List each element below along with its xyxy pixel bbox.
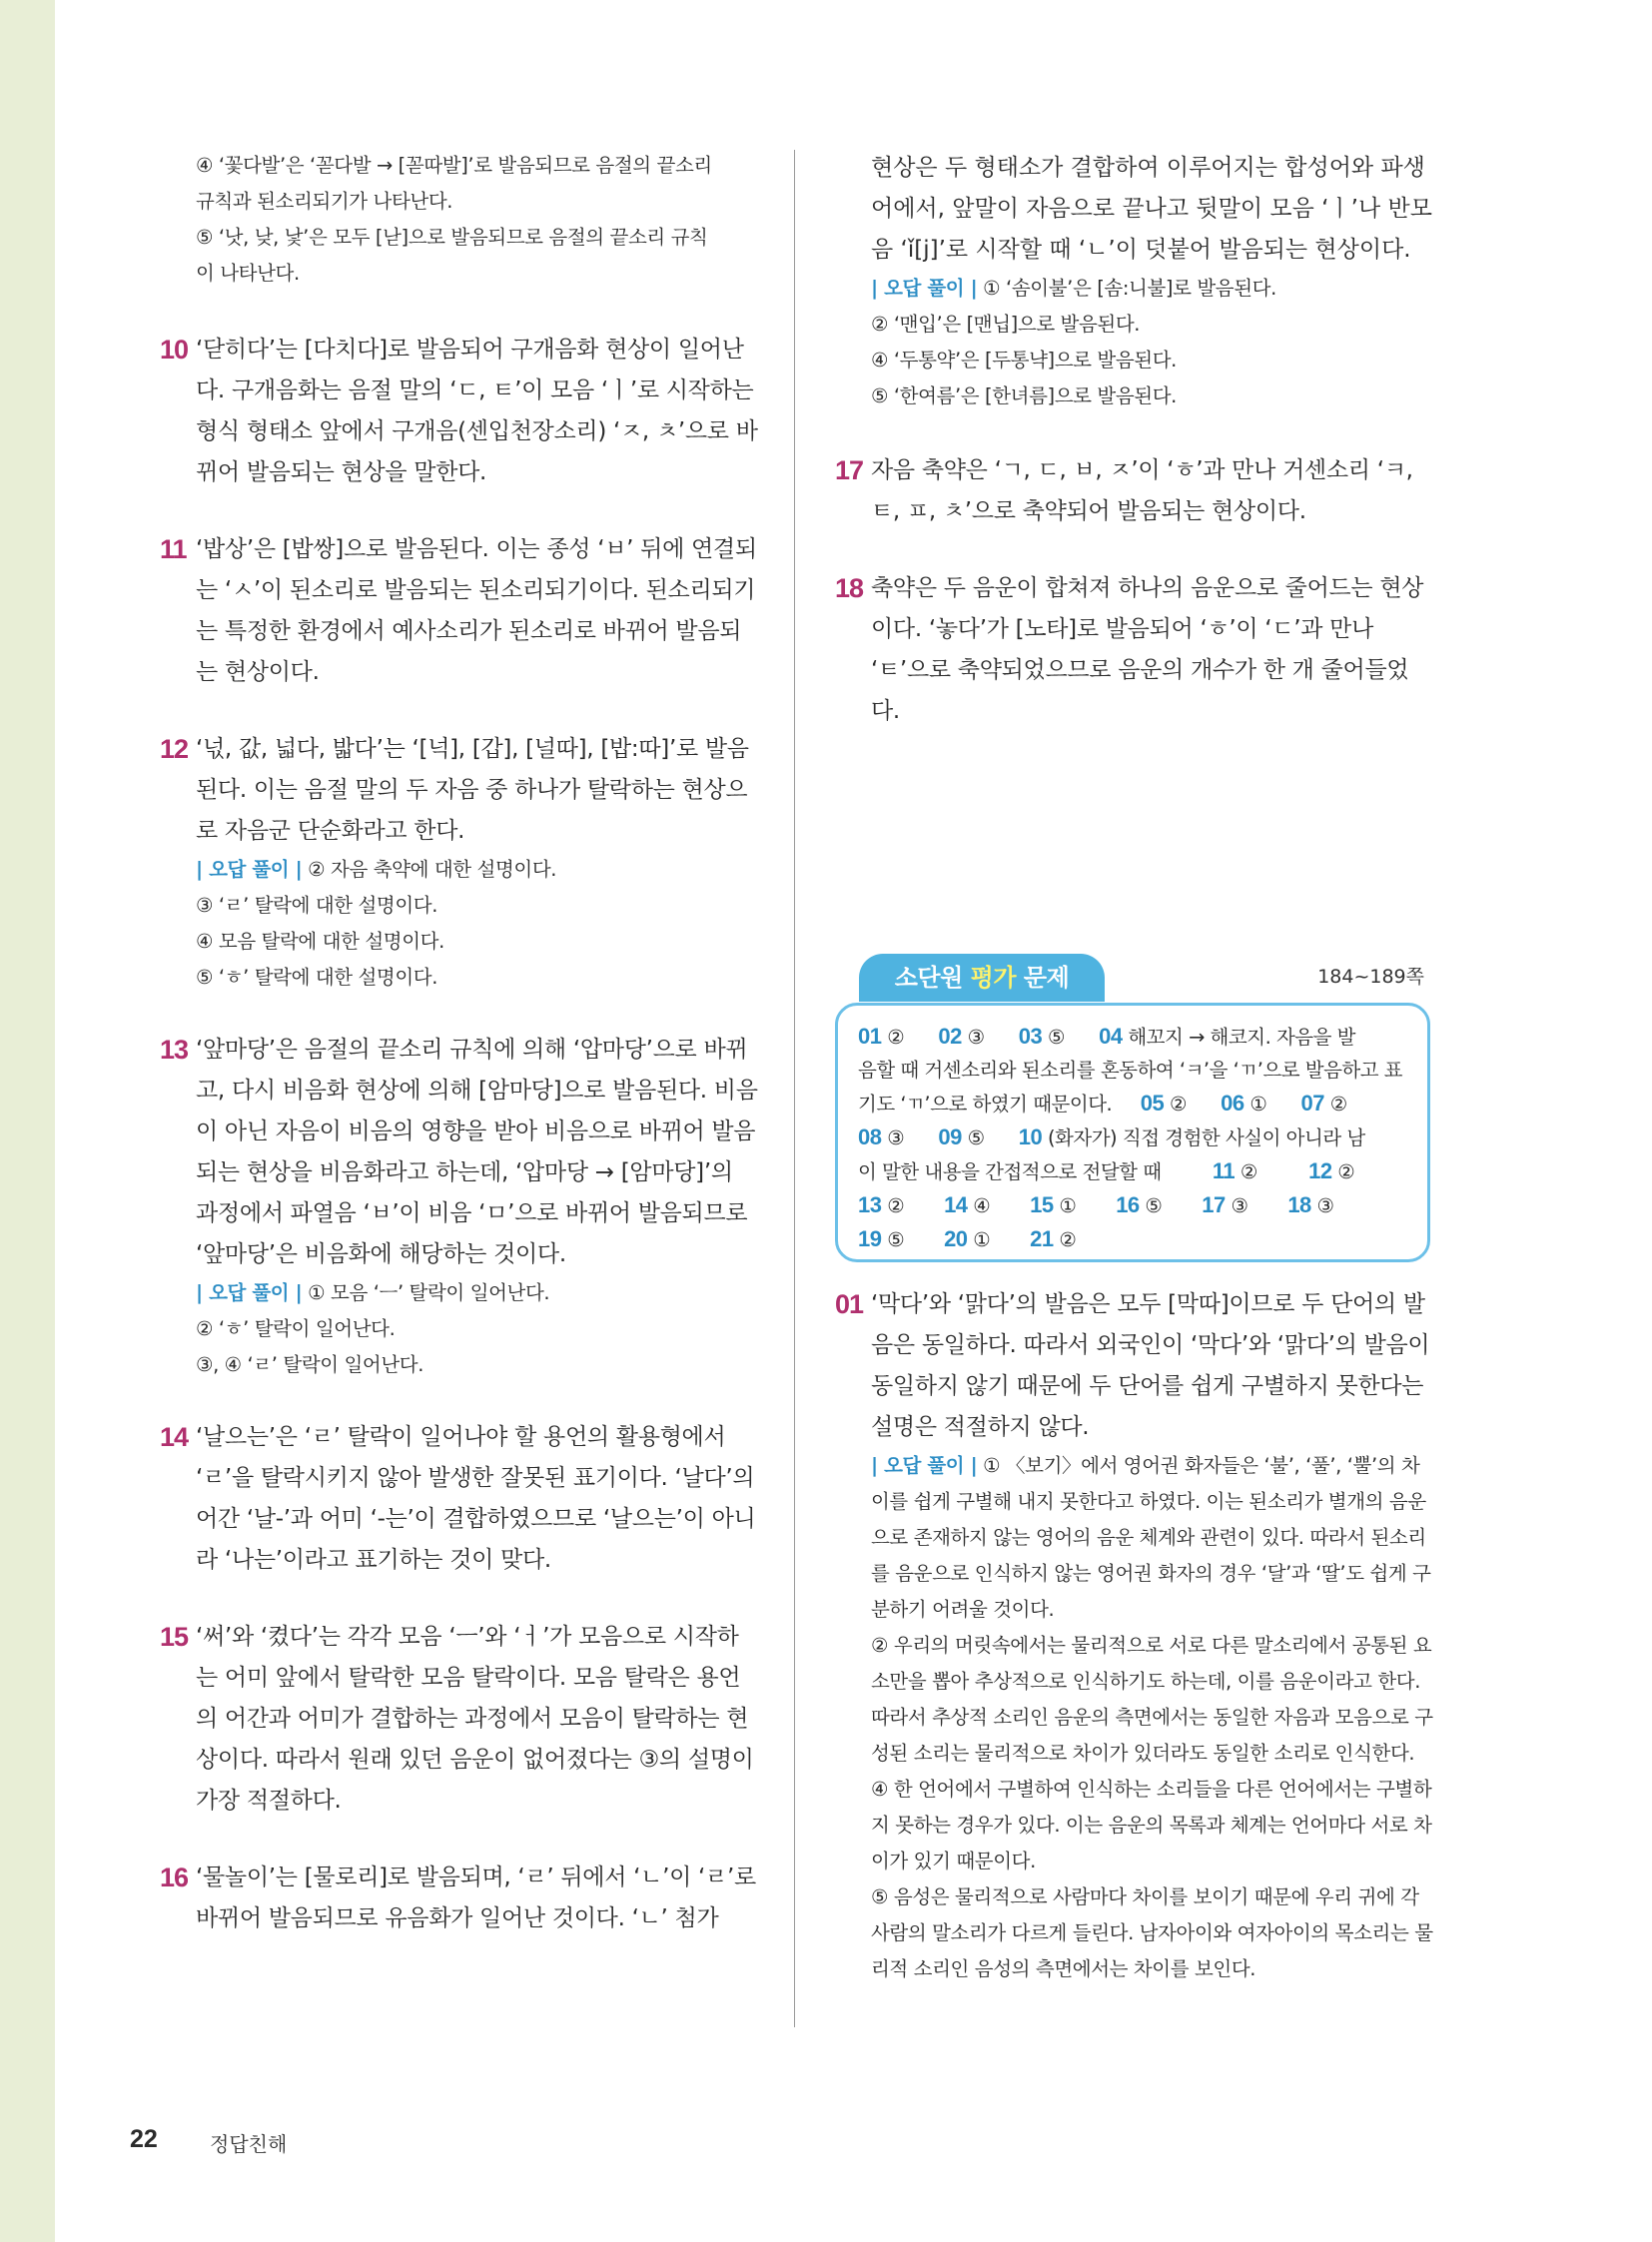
wrong-answer-notes (871, 271, 1434, 414)
column-divider (794, 150, 795, 2027)
unit-eval-tab (859, 954, 1105, 1002)
answer-val: ② (887, 1026, 905, 1049)
note-line: ① 〈보기〉에서 영어권 화자들은 ‘불’, ‘풀’, ‘뿔’의 차이를 쉽게 구별해 내지 못한다고 하였다. 이는 된소리가 별개의 음운으로 존재하지 않는 영어의 음운 체계와 관련이 있다. 따라서 된소리를 음운으로 인식하지 않는 영어권 화자의 경우 ‘달’과 ‘딸’도 쉽게 구분하기 어려울 것이다. (871, 1454, 1431, 1621)
answer-num: 02 (938, 1024, 962, 1049)
answer-item-14 (160, 1417, 759, 1581)
note-line: ④ ‘두통약’은 [두통냑]으로 발음된다. (871, 349, 1177, 372)
wrong-answer-notes (196, 852, 759, 996)
answer-val: ⑤ (887, 1228, 905, 1251)
note-line: ⑤ 음성은 물리적으로 사람마다 차이를 보이기 때문에 우리 귀에 각 사람의 말소리가 다르게 들린다. 남자아이와 여자아이의 목소리는 물리적 소리인 음성의 측면에서는 차이를 보인다. (871, 1885, 1433, 1980)
item-number: 17 (835, 455, 864, 485)
item-text: ‘앞마당’은 음절의 끝소리 규칙에 의해 ‘압마당’으로 바뀌고, 다시 비음화 현상에 의해 [암마당]으로 발음된다. 비음이 아닌 자음이 비음의 영향을 받아 비음으로 바뀌어 발음되는 현상을 비음화라고 하는데, ‘압마당 → [암마당]’의 과정에서 파열음 ‘ㅂ’이 비음 ‘ㅁ’으로 바뀌어 발음되므로 ‘앞마당’은 비음화에 해당하는 것이다. (196, 1037, 758, 1267)
item-number: 14 (160, 1422, 189, 1452)
page-number: 22 (130, 2125, 158, 2153)
answer-val: ⑤ (1047, 1026, 1065, 1049)
left-column (160, 148, 759, 1939)
answer-num: 01 (858, 1024, 882, 1049)
page-range: 184~189쪽 (1317, 966, 1424, 988)
answer-row (858, 1087, 1407, 1121)
answer-num: 10 (1018, 1124, 1043, 1149)
note-line: ① 모음 ‘ㅡ’ 탈락이 일어난다. (308, 1281, 550, 1304)
answer-num: 13 (858, 1192, 882, 1217)
note-line: ④ 모음 탈락에 대한 설명이다. (196, 930, 444, 953)
item-number: 16 (160, 1863, 189, 1892)
item-number: 10 (160, 335, 189, 365)
answer-val: ② (1169, 1093, 1187, 1116)
item-text: 축약은 두 음운이 합쳐져 하나의 음운으로 줄어드는 현상이다. ‘놓다’가 [노타]로 발음되어 ‘ㅎ’이 ‘ㄷ’과 만나 ‘ㅌ’으로 축약되었으므로 음운의 개수가 한 개 줄어들었다. (871, 575, 1424, 724)
answer-item-15 (160, 1617, 759, 1822)
unit-eval-title-end: 문제 (1016, 964, 1070, 992)
answer-num: 07 (1300, 1091, 1324, 1116)
answer-row: 음할 때 거센소리와 된소리를 혼동하여 ‘ㅋ’을 ‘ㄲ’으로 발음하고 표 (858, 1059, 1403, 1082)
right-column (835, 148, 1434, 732)
wrong-answer-tag: | 오답 풀이 | (196, 1281, 303, 1304)
answer-val: ③ (1231, 1194, 1248, 1217)
answer-row (858, 1121, 1407, 1154)
answer-val: ③ (887, 1126, 905, 1149)
answer-val: ⑤ (1145, 1194, 1163, 1217)
wrong-answer-notes (871, 1448, 1434, 1987)
note-line: ⑤ ‘ㅎ’ 탈락에 대한 설명이다. (196, 966, 438, 989)
item-text: ‘물놀이’는 [물로리]로 발음되며, ‘ㄹ’ 뒤에서 ‘ㄴ’이 ‘ㄹ’로 바뀌어 발음되므로 유음화가 일어난 것이다. ‘ㄴ’ 첨가 (196, 1865, 756, 1931)
answer-item-01 (835, 1284, 1434, 1987)
intro-line: 이 나타난다. (196, 262, 300, 285)
intro-block (160, 148, 759, 292)
answer-num: 14 (944, 1192, 968, 1217)
answer-num: 18 (1287, 1192, 1311, 1217)
answer-item-16 (160, 1858, 759, 1939)
note-line: ② ‘맨입’은 [맨닙]으로 발음된다. (871, 313, 1141, 336)
answer-num: 19 (858, 1226, 882, 1251)
item-text: ‘넋, 값, 넓다, 밟다’는 ‘[넉], [갑], [널따], [밥:따]’로 발음된다. 이는 음절 말의 두 자음 중 하나가 탈락하는 현상으로 자음군 단순화라고 한다. (196, 736, 749, 844)
answer-num: 06 (1221, 1091, 1244, 1116)
answer-num: 21 (1030, 1226, 1054, 1251)
footer-label: 정답친해 (210, 2132, 288, 2156)
answer-val: ② (1059, 1228, 1077, 1251)
item-number: 15 (160, 1622, 189, 1652)
answer-val: ⑤ (967, 1126, 985, 1149)
wrong-answer-tag: | 오답 풀이 | (196, 858, 303, 881)
note-line: ② 우리의 머릿속에서는 물리적으로 서로 다른 말소리에서 공통된 요소만을 뽑아 추상적으로 인식하기도 하는데, 이를 음운이라고 한다. 따라서 추상적 소리인 음운의 측면에서는 동일한 자음과 모음으로 구성된 소리는 물리적으로 차이가 있더라도 동일한 소리로 인식한다. (871, 1634, 1433, 1765)
unit-eval-title-highlight: 평가 (970, 964, 1017, 992)
item-text: ‘막다’와 ‘맑다’의 발음은 모두 [막따]이므로 두 단어의 발음은 동일하다. 따라서 외국인이 ‘막다’와 ‘맑다’의 발음이 동일하지 않기 때문에 두 단어를 쉽게 구별하지 못한다는 설명은 적절하지 않다. (871, 1291, 1430, 1440)
answer-val: ① (1249, 1093, 1267, 1116)
answer-val: (화자가) 직접 경험한 사실이 아니라 남 (1047, 1126, 1365, 1149)
answer-num: 03 (1018, 1024, 1043, 1049)
answer-num: 16 (1116, 1192, 1140, 1217)
item-number: 01 (835, 1289, 864, 1319)
answer-num: 05 (1140, 1091, 1165, 1116)
note-line: ④ 한 언어에서 구별하여 인식하는 소리들을 다른 언어에서는 구별하지 못하는 경우가 있다. 이는 음운의 목록과 체계는 언어마다 서로 차이가 있기 때문이다. (871, 1778, 1432, 1872)
wrong-answer-tag: | 오답 풀이 | (871, 277, 978, 300)
answer-val: ② (887, 1194, 905, 1217)
answer-item-11 (160, 529, 759, 693)
answer-num: 12 (1308, 1158, 1332, 1183)
answer-val: ② (1337, 1160, 1355, 1183)
answer-row (858, 1020, 1407, 1054)
answer-val: ① (1059, 1194, 1077, 1217)
item-text: 자음 축약은 ‘ㄱ, ㄷ, ㅂ, ㅈ’이 ‘ㅎ’과 만나 거센소리 ‘ㅋ, ㅌ, ㅍ, ㅊ’으로 축약되어 발음되는 현상이다. (871, 457, 1413, 524)
answer-row (858, 1154, 1407, 1188)
item-text: ‘밥상’은 [밥쌍]으로 발음된다. 이는 종성 ‘ㅂ’ 뒤에 연결되는 ‘ㅅ’이 된소리로 발음되는 된소리되기이다. 된소리되기는 특정한 환경에서 예사소리가 된소리로 바뀌어 발음되는 현상이다. (196, 536, 757, 685)
note-line: ⑤ ‘한여름’은 [한녀름]으로 발음된다. (871, 384, 1177, 407)
item-text: ‘써’와 ‘켰다’는 각각 모음 ‘ㅡ’와 ‘ㅓ’가 모음으로 시작하는 어미 앞에서 탈락한 모음 탈락이다. 모음 탈락은 용언의 어간과 어미가 결합하는 과정에서 모음이 탈락하는 현상이다. 따라서 원래 있던 음운이 없어졌다는 ③의 설명이 가장 적절하다. (196, 1624, 754, 1814)
answer-val: 이 말한 내용을 간접적으로 전달할 때 (858, 1160, 1162, 1183)
answer-num: 08 (858, 1124, 882, 1149)
wrong-answer-notes (196, 1275, 759, 1383)
item-text: ‘닫히다’는 [다치다]로 발음되어 구개음화 현상이 일어난다. 구개음화는 음절 말의 ‘ㄷ, ㅌ’이 모음 ‘ㅣ’로 시작하는 형식 형태소 앞에서 구개음(센입천장소리) ‘ㅈ, ㅊ’으로 바뀌어 발음되는 현상을 말한다. (196, 337, 758, 485)
note-line: ① ‘솜이불’은 [솜:니불]로 발음된다. (983, 277, 1276, 300)
wrong-answer-tag: | 오답 풀이 | (871, 1454, 978, 1477)
note-line: ② ‘ㅎ’ 탈락이 일어난다. (196, 1317, 396, 1340)
answer-num: 20 (944, 1226, 968, 1251)
answer-row (858, 1188, 1407, 1222)
note-line: ③ ‘ㄹ’ 탈락에 대한 설명이다. (196, 894, 438, 917)
answer-row (858, 1222, 1407, 1256)
answer-item-10 (160, 330, 759, 493)
intro-line: ④ ‘꽃다발’은 ‘꼳다발 → [꼳따발]’로 발음되므로 음절의 끝소리 (196, 154, 712, 177)
item-text: ‘날으는’은 ‘ㄹ’ 탈락이 일어나야 할 용언의 활용형에서 ‘ㄹ’을 탈락시키지 않아 발생한 잘못된 표기이다. ‘날다’의 어간 ‘날-’과 어미 ‘-는’이 결합하였으므로 ‘날으는’이 아니라 ‘나는’이라고 표기하는 것이 맞다. (196, 1424, 756, 1573)
answer-val: ① (973, 1228, 991, 1251)
item-number: 18 (835, 573, 864, 603)
answer-num: 15 (1030, 1192, 1054, 1217)
answer-item-18 (835, 568, 1434, 732)
answer-val: ③ (1316, 1194, 1334, 1217)
answer-num: 11 (1212, 1158, 1236, 1183)
answer-item-13 (160, 1030, 759, 1383)
note-line: ② 자음 축약에 대한 설명이다. (308, 858, 557, 881)
side-band (0, 0, 55, 2242)
answer-val: ② (1239, 1160, 1257, 1183)
answer-val: ③ (967, 1026, 985, 1049)
quick-answer-box (835, 1003, 1430, 1262)
answer-val: 기도 ‘ㄲ’으로 하였기 때문이다. (858, 1093, 1113, 1116)
answer-num: 17 (1202, 1192, 1226, 1217)
item-16-continued (835, 148, 1434, 414)
item-number: 11 (160, 534, 187, 564)
unit-eval-header (835, 954, 1434, 1004)
item-number: 13 (160, 1035, 189, 1065)
answer-num: 04 (1099, 1024, 1123, 1049)
unit-eval-title: 소단원 (894, 964, 971, 992)
item-text: 현상은 두 형태소가 결합하여 이루어지는 합성어와 파생어에서, 앞말이 자음으로 끝나고 뒷말이 모음 ‘ㅣ’나 반모음 ‘ǐ[j]’로 시작할 때 ‘ㄴ’이 덧붙어 발음되는 현상이다. (871, 155, 1432, 263)
answer-val: 해꼬지 → 해코지. 자음을 발 (1128, 1026, 1356, 1049)
answer-num: 09 (938, 1124, 962, 1149)
answer-val: ② (1329, 1093, 1347, 1116)
answer-val: ④ (973, 1194, 991, 1217)
note-line: ③, ④ ‘ㄹ’ 탈락이 일어난다. (196, 1353, 424, 1376)
answer-item-12 (160, 729, 759, 996)
intro-line: ⑤ ‘낫, 낮, 낯’은 모두 [낟]으로 발음되므로 음절의 끝소리 규칙 (196, 226, 708, 249)
right-column-lower (835, 1284, 1434, 1987)
intro-line: 규칙과 된소리되기가 나타난다. (196, 190, 453, 213)
answer-item-17 (835, 450, 1434, 532)
item-number: 12 (160, 734, 189, 764)
